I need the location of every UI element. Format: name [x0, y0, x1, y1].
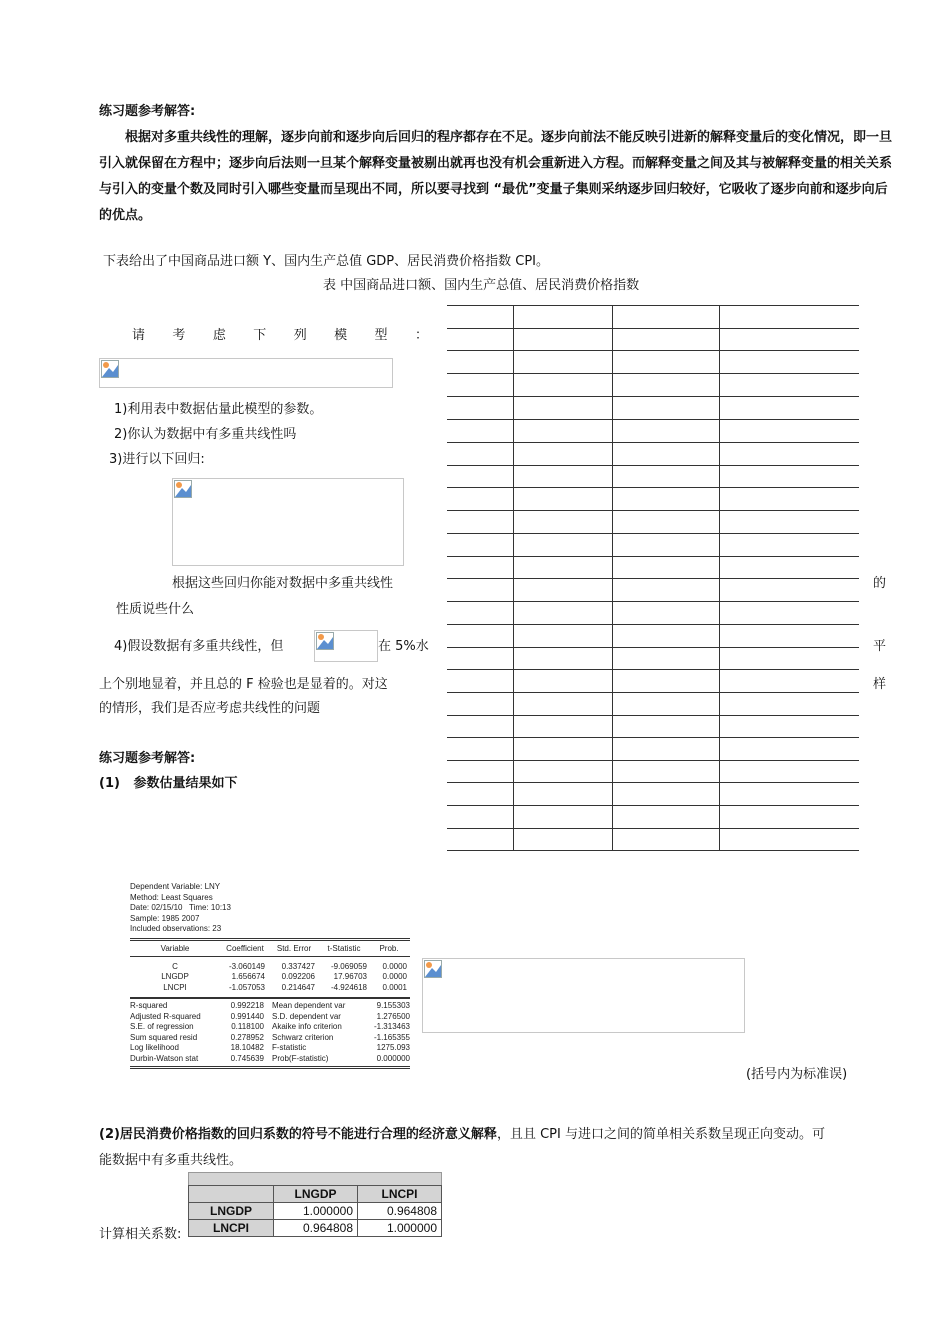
corr-cell: 0.964808: [358, 1203, 442, 1220]
corr-cell: 0.964808: [274, 1220, 358, 1237]
correlation-toolbar: [188, 1172, 442, 1185]
answer-heading-2: 练习题参考解答:: [99, 751, 196, 766]
consider-models: 请 考 虑 下 列 模 型 ：: [132, 328, 428, 343]
eviews-meta-line: Date: 02/15/10 Time: 10:13: [130, 903, 231, 912]
regressions-image: [172, 478, 404, 566]
eviews-stat-row: R-squared 0.992218 Mean dependent var 9.155303: [130, 1001, 410, 1010]
question-3-follow-line2: 性质说些什么: [116, 602, 195, 617]
corr-col-header: LNCPI: [358, 1186, 442, 1203]
std-error-note: (括号内为标准误): [746, 1067, 848, 1082]
question-4-b: 在 5%水: [378, 639, 429, 654]
eviews-coef-row: LNCPI -1.057053 0.214647 -4.924618 0.0001: [163, 982, 407, 992]
corr-cell: 1.000000: [274, 1203, 358, 1220]
broken-image-icon: [316, 632, 334, 650]
eviews-meta-line: Sample: 1985 2007: [130, 913, 200, 923]
question-4-e: 样: [873, 677, 887, 692]
broken-image-icon: [424, 960, 442, 978]
eviews-coef-row: LNGDP 1.656674 0.092206 17.96703 0.0000: [161, 972, 407, 981]
answer-heading-1: 练习题参考解答:: [99, 104, 196, 119]
broken-image-icon: [174, 480, 192, 498]
question-4-c: 平: [873, 639, 887, 654]
eviews-stat-row: Log likelihood 18.10482 F-statistic 1275.093: [130, 1043, 410, 1052]
table-intro: 下表给出了中国商品进口额 Y、国内生产总值 GDP、居民消费价格指数 CPI。: [103, 254, 550, 269]
question-4-f: 的情形，我们是否应考虑共线性的问题: [99, 701, 321, 716]
eviews-stat-row: Sum squared resid 0.278952 Schwarz criterion -1.165355: [130, 1032, 410, 1042]
corr-col-header: LNGDP: [274, 1186, 358, 1203]
data-table-grid: [447, 305, 859, 851]
answer-1: (1) 参数估量结果如下: [99, 776, 238, 791]
question-3: 3)进行以下回归:: [109, 452, 205, 467]
correlation-matrix: [188, 1172, 442, 1237]
eviews-meta-line: Dependent Variable: LNY: [130, 882, 221, 891]
question-2: 2)你认为数据中有多重共线性吗: [114, 427, 297, 442]
eviews-stat-row: Adjusted R-squared 0.991440 S.D. dependent var 1.276500: [130, 1011, 410, 1021]
eviews-header-row: Variable Coefficient Std. Error t-Statistic Prob.: [160, 943, 399, 953]
question-3-follow-end: 的: [873, 576, 887, 591]
model-equation-image: [99, 358, 393, 388]
corr-cell: 1.000000: [358, 1220, 442, 1237]
question-4: 4)假设数据有多重共线性，但: [114, 639, 284, 654]
broken-image-icon: [101, 360, 119, 378]
corr-row-header: LNCPI: [189, 1220, 274, 1237]
coefficient-image: [314, 630, 378, 662]
eviews-meta-line: Included observations: 23: [130, 924, 222, 933]
question-1: 1)利用表中数据估量此模型的参数。: [114, 402, 323, 417]
eviews-output: [130, 882, 410, 1069]
eviews-stat-row: Durbin-Watson stat 0.745639 Prob(F-statistic) 0.000000: [130, 1053, 410, 1063]
question-4-d: 上个别地显着，并且总的 F 检验也是显着的。对这: [99, 677, 388, 692]
question-3-follow: 根据这些回归你能对数据中多重共线性: [172, 576, 394, 591]
corr-row-header: LNGDP: [189, 1203, 274, 1220]
answer-2: (2)居民消费价格指数的回归系数的符号不能进行合理的经济意义解释，且且 CPI 与进口之间的简单相关系数呈现正向变动。可 能数据中有多重共线性。: [99, 1127, 825, 1168]
eviews-coef-row: C -3.060149 0.337427 -9.069059 0.0000: [172, 961, 407, 971]
table-title: 表 中国商品进口额、国内生产总值、居民消费价格指数: [323, 278, 640, 293]
intro-paragraph: 根据对多重共线性的理解，逐步向前和逐步向后回归的程序都存在不足。逐步向前法不能反映引进新的解释变量后的变化情况，即一旦引入就保留在方程中；逐步向后法则一旦某个解释变量被剔出就再也没有机会重新进入方程。而解释变量之间及其与被解释变量的相关关系与引入的变量个数及同时引入哪些变量而呈现出不同，所以要寻找到 “最优”变量子集则采纳逐步回归较好，它吸收了逐步向前和逐步向后的优点。: [99, 130, 893, 223]
eviews-meta-line: Method: Least Squares: [130, 892, 213, 902]
correlation-label: 计算相关系数:: [99, 1227, 182, 1242]
estimated-equation-image: [422, 958, 745, 1033]
eviews-stat-row: S.E. of regression 0.118100 Akaike info criterion -1.313463: [130, 1022, 410, 1031]
